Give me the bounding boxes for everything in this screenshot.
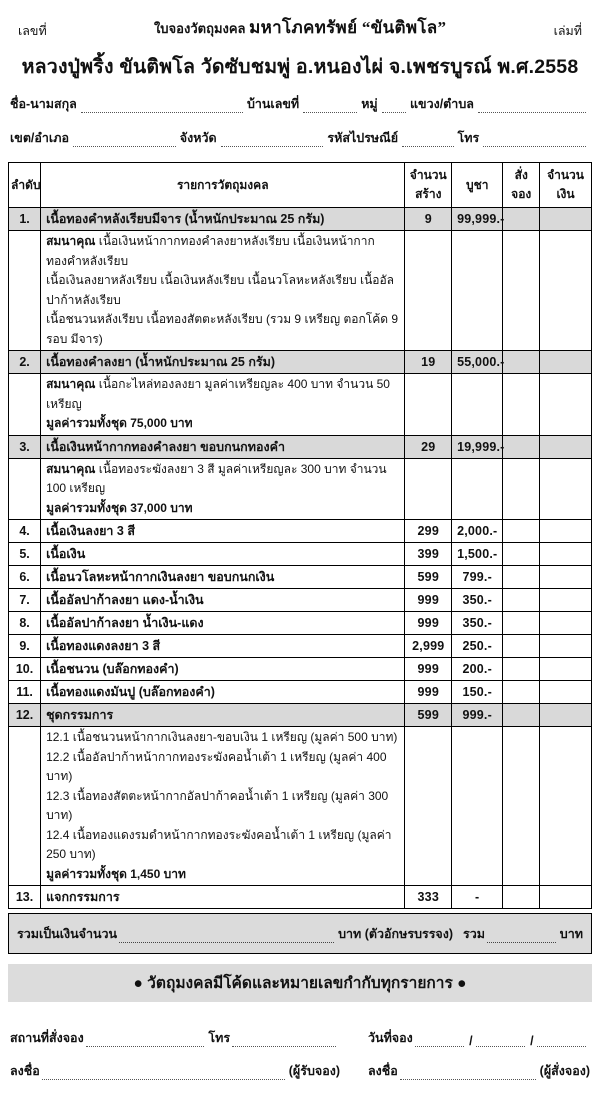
table-row [9, 208, 592, 231]
amount-cell[interactable] [540, 612, 592, 635]
brand-name: มหาโภคทรัพย์ “ขันติพโล” [249, 18, 447, 37]
sign-orderer-label: ลงชื่อ [368, 1064, 398, 1078]
top-header [8, 12, 592, 41]
qty-made-cell-empty [405, 727, 452, 886]
sign-orderer-role: (ผู้สั่งจอง) [539, 1064, 590, 1078]
amount-cell[interactable] [540, 374, 592, 436]
item-detail-line: 12.3 เนื้อทองสัตตะหน้ากากอัลปาก้าคอน้ำเต้า 1 เหรียญ (มูลค่า 300 บาท) [46, 788, 389, 822]
detail-prefix: สมนาคุณ [46, 461, 99, 476]
items-table [8, 162, 592, 909]
date-slash: / [530, 1034, 534, 1048]
qty-made-cell: 399 [405, 543, 452, 566]
row-number: 10. [9, 658, 41, 681]
footer-phone-input-line[interactable] [232, 1033, 336, 1047]
sign-receiver-input-line[interactable] [42, 1066, 285, 1080]
order-date-day-input-line[interactable] [415, 1033, 464, 1047]
order-qty-cell[interactable] [503, 520, 540, 543]
item-name: เนื้อเงินลงยา 3 สี [41, 520, 405, 543]
price-cell: 19,999.- [452, 435, 503, 458]
price-cell: 55,000.- [452, 351, 503, 374]
order-qty-cell[interactable] [503, 458, 540, 520]
price-cell: 250.- [452, 635, 503, 658]
footer-right-column [368, 1028, 590, 1094]
doc-no-label: เลขที่ [18, 24, 47, 38]
price-cell: 1,500.- [452, 543, 503, 566]
amount-cell[interactable] [540, 635, 592, 658]
table-detail-row [9, 231, 592, 351]
qty-made-cell-empty [405, 231, 452, 351]
order-date-label: วันที่จอง [368, 1031, 413, 1045]
price-cell-empty [452, 231, 503, 351]
table-header-row [9, 163, 592, 208]
subdistrict-label: แขวง/ตำบล [409, 97, 474, 111]
subdistrict-input-line[interactable] [478, 99, 586, 113]
price-cell-empty [452, 458, 503, 520]
row-number: 3. [9, 435, 41, 458]
table-detail-row [9, 727, 592, 886]
province-label: จังหวัด [179, 131, 217, 145]
row-number: 2. [9, 351, 41, 374]
table-detail-row [9, 374, 592, 436]
amount-cell[interactable] [540, 435, 592, 458]
item-detail [41, 231, 405, 351]
name-label: ชื่อ-นามสกุล [10, 97, 77, 111]
order-qty-cell[interactable] [503, 566, 540, 589]
table-row [9, 351, 592, 374]
order-qty-cell[interactable] [503, 435, 540, 458]
row-number: 6. [9, 566, 41, 589]
col-header-amount: จำนวนเงิน [540, 163, 592, 208]
price-cell: 799.- [452, 566, 503, 589]
item-name: เนื้อชนวน (บล๊อกทองคำ) [41, 658, 405, 681]
date-slash: / [469, 1034, 473, 1048]
row-number-empty [9, 727, 41, 886]
amount-cell[interactable] [540, 886, 592, 909]
price-cell: 99,999.- [452, 208, 503, 231]
row-number: 1. [9, 208, 41, 231]
amount-cell[interactable] [540, 208, 592, 231]
table-row [9, 589, 592, 612]
col-header-price: บูชา [452, 163, 503, 208]
item-name: เนื้ออัลปาก้าลงยา แดง-น้ำเงิน [41, 589, 405, 612]
item-detail-line: 12.2 เนื้ออัลปาก้าหน้ากากทองระฆังคอน้ำเต้า 1 เหรียญ (มูลค่า 400 บาท) [46, 749, 387, 783]
item-detail-line: เนื้อชนวนหลังเรียบ เนื้อทองสัตตะหลังเรียบ (รวม 9 เหรียญ ตอกโค้ด 9 รอบ มีจาร) [46, 312, 399, 346]
qty-made-cell: 2,999 [405, 635, 452, 658]
postcode-label: รหัสไปรษณีย์ [327, 131, 399, 145]
item-name: เนื้อทองคำลงยา (น้ำหนักประมาณ 25 กรัม) [41, 351, 405, 374]
qty-made-cell: 333 [405, 886, 452, 909]
item-detail [41, 727, 405, 886]
order-qty-cell[interactable] [503, 727, 540, 886]
row-number: 11. [9, 681, 41, 704]
sign-orderer-input-line[interactable] [400, 1066, 536, 1080]
order-date-year-input-line[interactable] [537, 1033, 586, 1047]
price-cell: 350.- [452, 612, 503, 635]
detail-prefix: สมนาคุณ [46, 377, 99, 391]
item-name: เนื้ออัลปาก้าลงยา น้ำเงิน-แดง [41, 612, 405, 635]
qty-made-cell: 999 [405, 612, 452, 635]
sign-receiver-role: (ผู้รับจอง) [288, 1064, 340, 1078]
order-qty-cell[interactable] [503, 231, 540, 351]
form-type-label: ใบจองวัตถุมงคล [153, 21, 246, 36]
item-detail-line: เนื้อเงินลงยาหลังเรียบ เนื้อเงินหลังเรียบ เนื้อนวโลหะหลังเรียบ เนื้ออัลปาก้าหลังเรียบ [46, 273, 395, 307]
price-cell: 200.- [452, 658, 503, 681]
total-words-input-line[interactable] [119, 929, 334, 943]
amount-cell[interactable] [540, 681, 592, 704]
item-detail-line: สมนาคุณ เนื้อเงินหน้ากากทองคำลงยาหลังเรียบ เนื้อเงินหน้ากากทองคำหลังเรียบ [46, 234, 375, 268]
item-name: เนื้อทองแดงลงยา 3 สี [41, 635, 405, 658]
footer-left-column [10, 1028, 340, 1094]
table-row [9, 435, 592, 458]
amount-cell[interactable] [540, 658, 592, 681]
item-name: เนื้อเงิน [41, 543, 405, 566]
amount-cell[interactable] [540, 231, 592, 351]
order-qty-cell[interactable] [503, 704, 540, 727]
col-header-qty-made: จำนวนสร้าง [405, 163, 452, 208]
order-qty-cell[interactable] [503, 658, 540, 681]
item-name: เนื้อนวโลหะหน้ากากเงินลงยา ขอบกนกเงิน [41, 566, 405, 589]
page-title: หลวงปู่พริ้ง ขันติพโล วัดซับชมพู่ อ.หนองไผ่ จ.เพชรบูรณ์ พ.ศ.2558 [21, 56, 579, 78]
table-detail-row [9, 458, 592, 520]
table-row [9, 543, 592, 566]
book-no-label: เล่มที่ [553, 24, 582, 38]
price-cell: 2,000.- [452, 520, 503, 543]
name-input-line[interactable] [81, 99, 243, 113]
table-row [9, 566, 592, 589]
item-name: ชุดกรรมการ [41, 704, 405, 727]
address-line-2 [10, 128, 590, 148]
total-words-label: รวมเป็นเงินจำนวน [17, 927, 118, 941]
order-qty-cell[interactable] [503, 374, 540, 436]
row-number: 5. [9, 543, 41, 566]
notice-banner: ● วัตถุมงคลมีโค้ดและหมายเลขกำกับทุกรายการ ● [8, 964, 592, 1002]
qty-made-cell: 999 [405, 589, 452, 612]
qty-made-cell: 299 [405, 520, 452, 543]
item-detail-line: สมนาคุณ เนื้อกะไหล่ทองลงยา มูลค่าเหรียญละ 400 บาท จำนวน 50 เหรียญ [46, 377, 390, 411]
table-row [9, 704, 592, 727]
item-name: เนื้อทองแดงมันปู (บล๊อกทองคำ) [41, 681, 405, 704]
table-row [9, 635, 592, 658]
row-number: 4. [9, 520, 41, 543]
qty-made-cell: 599 [405, 704, 452, 727]
order-place-label: สถานที่สั่งจอง [10, 1031, 84, 1045]
table-row [9, 520, 592, 543]
order-date-month-input-line[interactable] [476, 1033, 525, 1047]
house-no-label: บ้านเลขที่ [246, 97, 300, 111]
baht-words-label: บาท (ตัวอักษรบรรจง) [338, 927, 454, 941]
qty-made-cell-empty [405, 374, 452, 436]
row-number-empty [9, 231, 41, 351]
summary-row [8, 913, 592, 954]
price-cell: - [452, 886, 503, 909]
item-detail-line: มูลค่ารวมทั้งชุด 1,450 บาท [46, 866, 186, 881]
qty-made-cell: 999 [405, 681, 452, 704]
moo-label: หมู่ [361, 97, 378, 111]
phone-label: โทร [457, 131, 480, 145]
amount-cell[interactable] [540, 351, 592, 374]
order-qty-cell[interactable] [503, 208, 540, 231]
province-input-line[interactable] [221, 133, 324, 147]
amount-cell[interactable] [540, 704, 592, 727]
row-number-empty [9, 458, 41, 520]
row-number: 13. [9, 886, 41, 909]
qty-made-cell: 19 [405, 351, 452, 374]
amount-cell[interactable] [540, 566, 592, 589]
item-detail-line: 12.1 เนื้อชนวนหน้ากากเงินลงยา-ขอบเงิน 1 เหรียญ (มูลค่า 500 บาท) [46, 730, 398, 744]
col-header-item: รายการวัตถุมงคล [41, 163, 405, 208]
order-qty-cell[interactable] [503, 886, 540, 909]
phone-input-line[interactable] [483, 133, 586, 147]
amount-cell[interactable] [540, 458, 592, 520]
col-header-no: ลำดับ [9, 163, 41, 208]
order-qty-cell[interactable] [503, 351, 540, 374]
price-cell: 150.- [452, 681, 503, 704]
address-line-1 [10, 94, 590, 114]
qty-made-cell: 999 [405, 658, 452, 681]
sign-receiver-label: ลงชื่อ [10, 1064, 40, 1078]
house-no-input-line[interactable] [303, 99, 357, 113]
sign-orderer-row [368, 1061, 590, 1081]
amount-cell[interactable] [540, 520, 592, 543]
total-label: รวม [463, 927, 486, 941]
qty-made-cell: 599 [405, 566, 452, 589]
item-name: แจกกรรมการ [41, 886, 405, 909]
item-detail-line: สมนาคุณ เนื้อทองระฆังลงยา 3 สี มูลค่าเหรียญละ 300 บาท จำนวน 100 เหรียญ [46, 461, 387, 495]
row-number: 12. [9, 704, 41, 727]
district-input-line[interactable] [73, 133, 176, 147]
order-date-row [368, 1028, 590, 1048]
row-number-empty [9, 374, 41, 436]
detail-prefix: สมนาคุณ [46, 234, 99, 248]
order-qty-cell[interactable] [503, 612, 540, 635]
order-qty-cell[interactable] [503, 543, 540, 566]
qty-made-cell: 29 [405, 435, 452, 458]
item-detail [41, 374, 405, 436]
price-cell: 999.- [452, 704, 503, 727]
item-detail [41, 458, 405, 520]
order-qty-cell[interactable] [503, 589, 540, 612]
item-name: เนื้อเงินหน้ากากทองคำลงยา ขอบกนกทองคำ [41, 435, 405, 458]
baht-label: บาท [559, 927, 583, 941]
col-header-order-qty: สั่งจอง [503, 163, 540, 208]
qty-made-cell-empty [405, 458, 452, 520]
price-cell: 350.- [452, 589, 503, 612]
item-name: เนื้อทองคำหลังเรียบมีจาร (น้ำหนักประมาณ 25 กรัม) [41, 208, 405, 231]
row-number: 8. [9, 612, 41, 635]
item-detail-line: มูลค่ารวมทั้งชุด 75,000 บาท [46, 416, 193, 430]
price-cell-empty [452, 727, 503, 886]
table-row [9, 612, 592, 635]
footer-phone-label: โทร [208, 1031, 231, 1045]
order-place-input-line[interactable] [86, 1033, 205, 1047]
table-row [9, 886, 592, 909]
moo-input-line[interactable] [382, 99, 406, 113]
amount-cell[interactable] [540, 543, 592, 566]
postcode-input-line[interactable] [402, 133, 453, 147]
row-number: 9. [9, 635, 41, 658]
sign-receiver-row [10, 1061, 340, 1081]
order-qty-cell[interactable] [503, 635, 540, 658]
order-qty-cell[interactable] [503, 681, 540, 704]
total-amount-input-line[interactable] [487, 929, 556, 943]
qty-made-cell: 9 [405, 208, 452, 231]
form-heading [47, 14, 554, 41]
price-cell-empty [452, 374, 503, 436]
amount-cell[interactable] [540, 589, 592, 612]
district-label: เขต/อำเภอ [10, 131, 69, 145]
footer-section [10, 1028, 590, 1094]
order-place-row [10, 1028, 340, 1048]
amount-cell[interactable] [540, 727, 592, 886]
item-detail-line: 12.4 เนื้อทองแดงรมดำหน้ากากทองระฆังคอน้ำเต้า 1 เหรียญ (มูลค่า 250 บาท) [46, 827, 392, 861]
table-row [9, 681, 592, 704]
item-detail-line: มูลค่ารวมทั้งชุด 37,000 บาท [46, 500, 193, 515]
row-number: 7. [9, 589, 41, 612]
table-row [9, 658, 592, 681]
